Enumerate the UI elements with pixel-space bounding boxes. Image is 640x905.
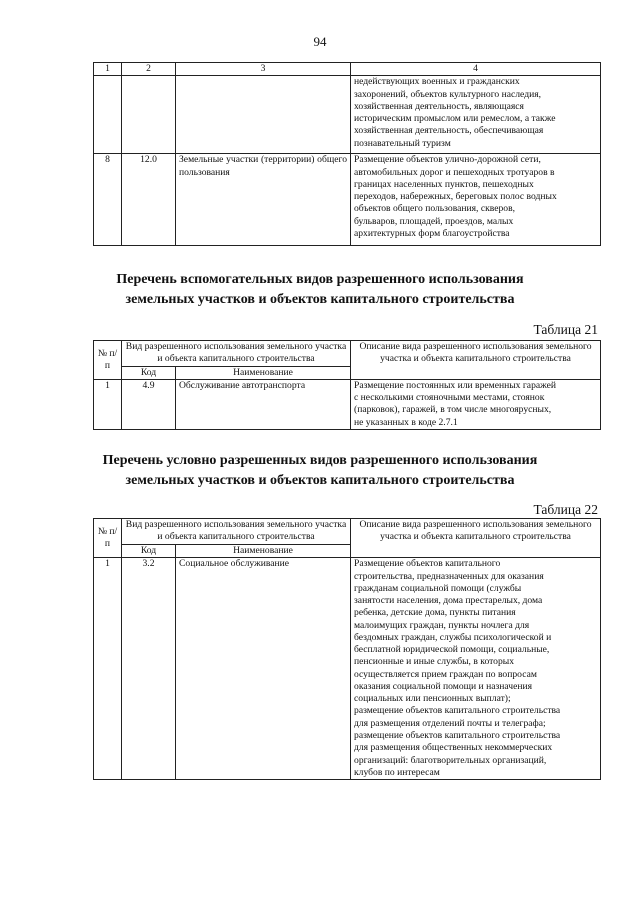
text-line: осуществляется прием граждан по вопросам (354, 668, 537, 680)
heading-line: земельных участков и объектов капитального строительства (125, 292, 515, 308)
heading-line: Перечень вспомогательных видов разрешенного использования (116, 272, 524, 287)
text-line: для размещения отделений почты и телеграфа; (354, 717, 546, 729)
text-line: Размещение объектов капитального (354, 558, 501, 570)
header-cell-1: 1 (94, 63, 122, 76)
section-heading (80, 270, 560, 311)
header-cell-3: 3 (176, 63, 351, 76)
text-line: оказания социальной помощи и назначения (354, 680, 533, 692)
text-line: пенсионные и иные службы, в которых (354, 656, 515, 668)
header-name: Наименование (176, 366, 351, 379)
row-code: 3.2 (122, 558, 176, 780)
text-line: организаций: благотворительных организаций, (354, 754, 547, 766)
heading-line: Перечень условно разрешенных видов разрешенного использования (102, 453, 538, 468)
table-row (94, 154, 601, 246)
cell-empty (94, 76, 122, 154)
text-line: гражданам социальной помощи (службы (354, 582, 522, 594)
text-line: строительства, предназначенных для оказания (354, 570, 544, 582)
description-cell (351, 379, 601, 429)
text-line: ребенка, детские дома, пункты питания (354, 607, 516, 619)
row-name: Обслуживание автотранспорта (176, 379, 351, 429)
table-caption: Таблица 21 (533, 322, 598, 337)
text-line: познавательный туризм (354, 137, 451, 149)
table-caption: Таблица 22 (533, 502, 598, 517)
text-line: не указанных в коде 2.7.1 (354, 416, 458, 428)
text-line: недействующих военных и гражданских (354, 76, 520, 88)
text-line: бездомных граждан, службы психологической и (354, 631, 552, 643)
header-kind: Вид разрешенного использования земельного участка и объекта капитального строительства (122, 519, 351, 545)
table-21 (93, 340, 601, 430)
text-line: историческим промыслом или ремеслом, а также (354, 113, 556, 125)
row-number: 8 (94, 154, 122, 246)
description-cell (351, 154, 601, 246)
section-heading (70, 451, 570, 492)
text-line: размещение объектов капитального строительства (354, 705, 561, 717)
text-line: захоронений, объектов культурного наследия, (354, 88, 542, 100)
row-name: Земельные участки (территории) общего пользования (176, 154, 351, 246)
heading-line: земельных участков и объектов капитального строительства (125, 473, 515, 489)
continued-table (93, 62, 601, 246)
text-line: автомобильных дорог и пешеходных тротуаров в (354, 166, 555, 178)
text-line: хозяйственная деятельность, являющаяся (354, 100, 524, 112)
text-line: границах населенных пунктов, пешеходных (354, 178, 534, 190)
text-line: хозяйственная деятельность, обеспечивающая (354, 125, 544, 137)
text-line: архитектурных форм благоустройства (354, 227, 510, 239)
table-row-continued (94, 76, 601, 154)
text-line: (парковок), гаражей, в том числе многоярусных, (354, 404, 552, 416)
text-line: переходов, набережных, береговых полос водных (354, 191, 557, 203)
text-line: социальных или пенсионных выплат); (354, 693, 511, 705)
table-header-row (94, 341, 601, 367)
table-row (94, 379, 601, 429)
text-line: Размещение объектов улично-дорожной сети, (354, 154, 541, 166)
header-number: № п/п (94, 519, 122, 558)
text-line: бульваров, площадей, проездов, малых (354, 215, 514, 227)
text-line: занятости населения, дома престарелых, дома (354, 595, 543, 607)
table-header-row (94, 63, 601, 76)
description-cell (351, 76, 601, 154)
row-code: 12.0 (122, 154, 176, 246)
text-line: Размещение постоянных или временных гаражей (354, 379, 557, 391)
text-line: для размещения общественных некоммерческих (354, 742, 553, 754)
header-code: Код (122, 545, 176, 558)
page-number: 94 (313, 34, 327, 49)
text-line: малоимущих граждан, пункты ночлега для (354, 619, 530, 631)
text-line: размещение объектов капитального строительства (354, 729, 561, 741)
table-row (94, 558, 601, 780)
row-name: Социальное обслуживание (176, 558, 351, 780)
row-code: 4.9 (122, 379, 176, 429)
cell-empty (122, 76, 176, 154)
row-number: 1 (94, 379, 122, 429)
header-code: Код (122, 366, 176, 379)
header-description: Описание вида разрешенного использования земельного участка и объекта капитального строительства (351, 341, 601, 380)
header-description: Описание вида разрешенного использования земельного участка и объекта капитального строительства (351, 519, 601, 558)
text-line: бесплатной юридической помощи, социальные, (354, 644, 550, 656)
header-name: Наименование (176, 545, 351, 558)
text-line: с несколькими стояночными местами, стоянок (354, 392, 545, 404)
row-number: 1 (94, 558, 122, 780)
header-kind: Вид разрешенного использования земельного участка и объекта капитального строительства (122, 341, 351, 367)
description-cell (351, 558, 601, 780)
table-22 (93, 518, 601, 780)
table-header-row (94, 519, 601, 545)
header-cell-4: 4 (351, 63, 601, 76)
header-cell-2: 2 (122, 63, 176, 76)
text-line: объектов общего пользования, скверов, (354, 203, 516, 215)
cell-empty (176, 76, 351, 154)
header-number: № п/п (94, 341, 122, 380)
text-line: клубов по интересам (354, 766, 440, 778)
